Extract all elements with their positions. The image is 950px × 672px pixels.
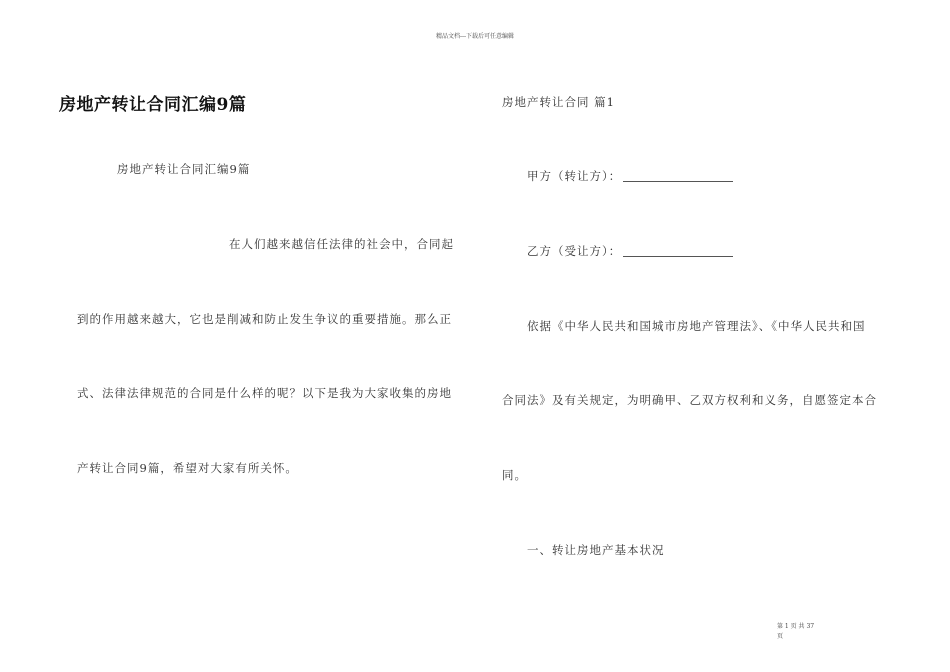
basis-line-2: 合同法》及有关规定，为明确甲、乙双方权利和义务，自愿签定本合 xyxy=(502,393,877,407)
party-b-line xyxy=(527,243,733,259)
intro-line-3: 式、法律法律规范的合同是什么样的呢？以下是我为大家收集的房地 xyxy=(77,386,452,400)
intro-line-1: 在人们越来越信任法律的社会中，合同起 xyxy=(229,237,454,251)
page-number-line-2: 页 xyxy=(777,633,784,640)
page-number xyxy=(777,622,814,642)
party-b-label: 乙方（受让方）： xyxy=(527,244,622,258)
document-title: 房地产转让合同汇编9篇 xyxy=(59,95,247,115)
header-note: 精品文档---下载后可任意编辑 xyxy=(435,33,515,40)
intro-line-4: 产转让合同9篇，希望对大家有所关怀。 xyxy=(77,461,298,475)
party-b-blank xyxy=(623,246,733,257)
clause-1-heading: 一、转让房地产基本状况 xyxy=(527,543,665,557)
intro-line-2: 到的作用越来越大，它也是削减和防止发生争议的重要措施。那么正 xyxy=(77,312,452,326)
subtitle: 房地产转让合同汇编9篇 xyxy=(117,162,251,176)
party-a-blank xyxy=(623,171,733,182)
basis-line-1: 依据《中华人民共和国城市房地产管理法》、《中华人民共和国 xyxy=(527,319,866,333)
section-title: 房地产转让合同 篇1 xyxy=(502,95,615,109)
party-a-label: 甲方（转让方）： xyxy=(527,169,622,183)
page-number-line-1: 第 1 页 共 37 xyxy=(777,623,815,630)
party-a-line xyxy=(527,168,733,184)
basis-line-3: 同。 xyxy=(502,468,527,482)
